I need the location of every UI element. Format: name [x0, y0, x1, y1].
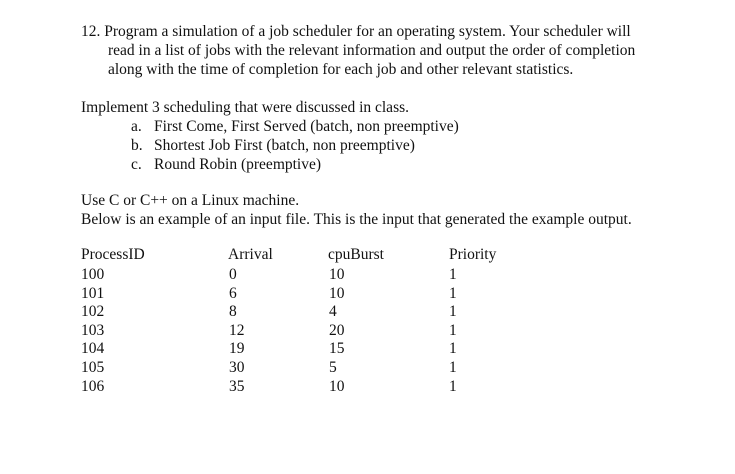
cell-arrival: 30 [229, 358, 245, 376]
table-row [81, 285, 541, 304]
header-priority: Priority [449, 245, 497, 263]
list-item-text: Shortest Job First (batch, non preemptive) [154, 137, 415, 154]
header-cpu-burst: cpuBurst [328, 245, 384, 263]
table-header-row [81, 244, 541, 266]
list-marker: b. [131, 137, 143, 154]
cell-arrival: 19 [229, 340, 245, 358]
question-line-2: read in a list of jobs with the relevant information and output the order of completion [108, 42, 636, 59]
cell-cpu-burst: 10 [329, 377, 345, 395]
table-row [81, 378, 541, 397]
list-item-round-robin [81, 155, 459, 174]
cell-process-id: 100 [81, 266, 105, 283]
cell-arrival: 12 [229, 321, 245, 339]
implement-intro: Implement 3 scheduling that were discussed in class. [81, 99, 410, 116]
table-row [81, 322, 541, 341]
cell-process-id: 101 [81, 284, 105, 302]
cell-arrival: 8 [229, 303, 237, 321]
cell-cpu-burst: 4 [329, 303, 337, 321]
cell-priority: 1 [449, 266, 457, 283]
table-row [81, 303, 541, 322]
table-row [81, 340, 541, 359]
cell-priority: 1 [449, 340, 457, 358]
cell-priority: 1 [449, 303, 457, 321]
cell-priority: 1 [449, 284, 457, 302]
cell-process-id: 105 [81, 358, 105, 376]
cell-process-id: 102 [81, 303, 105, 321]
list-item-sjf [81, 136, 459, 155]
header-arrival: Arrival [228, 245, 273, 263]
example-input-line: Below is an example of an input file. This is the input that generated the example output. [81, 211, 632, 228]
cell-process-id: 104 [81, 340, 105, 358]
cell-cpu-burst: 10 [329, 266, 345, 283]
jobs-table [81, 244, 541, 396]
cell-cpu-burst: 10 [329, 284, 345, 302]
list-marker: a. [131, 118, 142, 135]
cell-process-id: 103 [81, 321, 105, 339]
cell-priority: 1 [449, 377, 457, 395]
cell-cpu-burst: 15 [329, 340, 345, 358]
list-item-text: First Come, First Served (batch, non preemptive) [154, 118, 459, 135]
cell-priority: 1 [449, 321, 457, 339]
question-line-3: along with the time of completion for each job and other relevant statistics. [108, 61, 574, 78]
language-line: Use C or C++ on a Linux machine. [81, 192, 300, 209]
table-row [81, 266, 541, 285]
cell-arrival: 6 [229, 284, 237, 302]
cell-process-id: 106 [81, 377, 105, 395]
table-row [81, 359, 541, 378]
header-process-id: ProcessID [81, 245, 145, 263]
cell-cpu-burst: 5 [329, 358, 337, 376]
list-item-fcfs [81, 117, 459, 136]
question-line-1: 12. Program a simulation of a job scheduler for an operating system. Your scheduler will [81, 23, 631, 40]
cell-priority: 1 [449, 358, 457, 376]
language-section [81, 191, 632, 229]
cell-cpu-burst: 20 [329, 321, 345, 339]
cell-arrival: 0 [229, 266, 237, 283]
cell-arrival: 35 [229, 377, 245, 395]
question-text [81, 22, 701, 79]
implement-section [81, 98, 459, 174]
list-item-text: Round Robin (preemptive) [154, 156, 322, 173]
list-marker: c. [131, 156, 142, 173]
